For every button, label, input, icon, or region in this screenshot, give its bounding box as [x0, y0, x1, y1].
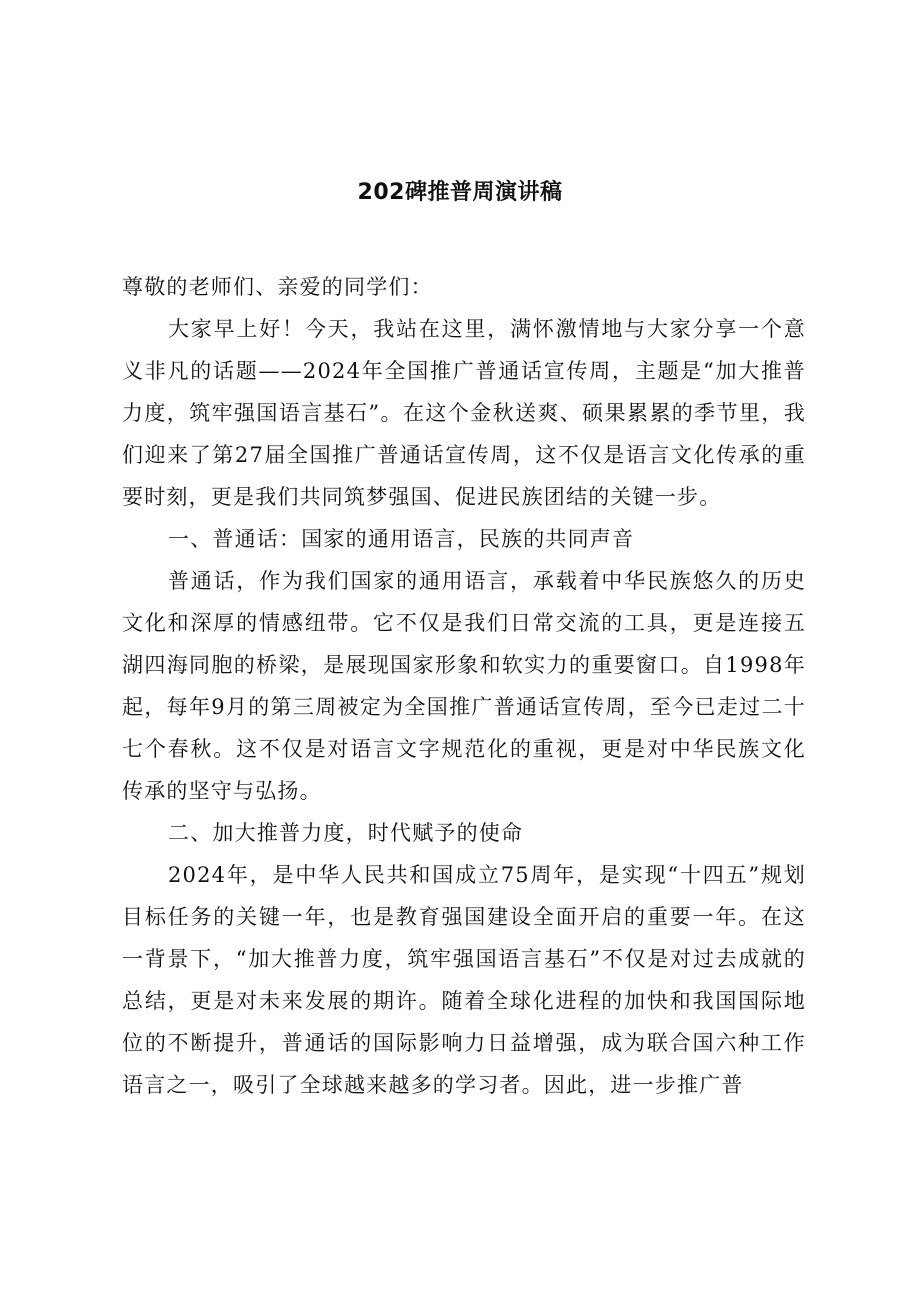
- section-heading-2: 二、加大推普力度，时代赋予的使命: [168, 821, 524, 845]
- document-title: 202碑推普周演讲稿: [357, 180, 563, 205]
- salutation: 尊敬的老师们、亲爱的同学们：: [122, 275, 433, 299]
- paragraph-section-1: 普通话，作为我们国家的通用语言，承载着中华民族悠久的历史文化和深厚的情感纽带。它不仅是我们日常交流的工具，更是连接五湖四海同胞的桥梁，是展现国家形象和软实力的重要窗口。自1998年起，每年9月的第三周被定为全国推广普通话宣传周，至今已走过二十七个春秋。这不仅是对语言文字规范化的重视，更是对中华民族文化传承的坚守与弘扬。: [122, 569, 806, 803]
- document-body: [122, 266, 806, 1106]
- paragraph-greeting: 大家早上好！今天，我站在这里，满怀激情地与大家分享一个意义非凡的话题——2024年全国推广普通话宣传周，主题是“加大推普力度，筑牢强国语言基石”。在这个金秋送爽、硕果累累的季节里，我们迎来了第27届全国推广普通话宣传周，这不仅是语言文化传承的重要时刻，更是我们共同筑梦强国、促进民族团结的关键一步。: [122, 317, 806, 509]
- section-heading-1: 一、普通话：国家的通用语言，民族的共同声音: [168, 527, 635, 551]
- paragraph-section-2: 2024年，是中华人民共和国成立75周年，是实现“十四五”规划目标任务的关键一年，也是教育强国建设全面开启的重要一年。在这一背景下，“加大推普力度，筑牢强国语言基石”不仅是对过去成就的总结，更是对未来发展的期许。随着全球化进程的加快和我国国际地位的不断提升，普通话的国际影响力日益增强，成为联合国六种工作语言之一，吸引了全球越来越多的学习者。因此，进一步推广普: [122, 863, 806, 1097]
